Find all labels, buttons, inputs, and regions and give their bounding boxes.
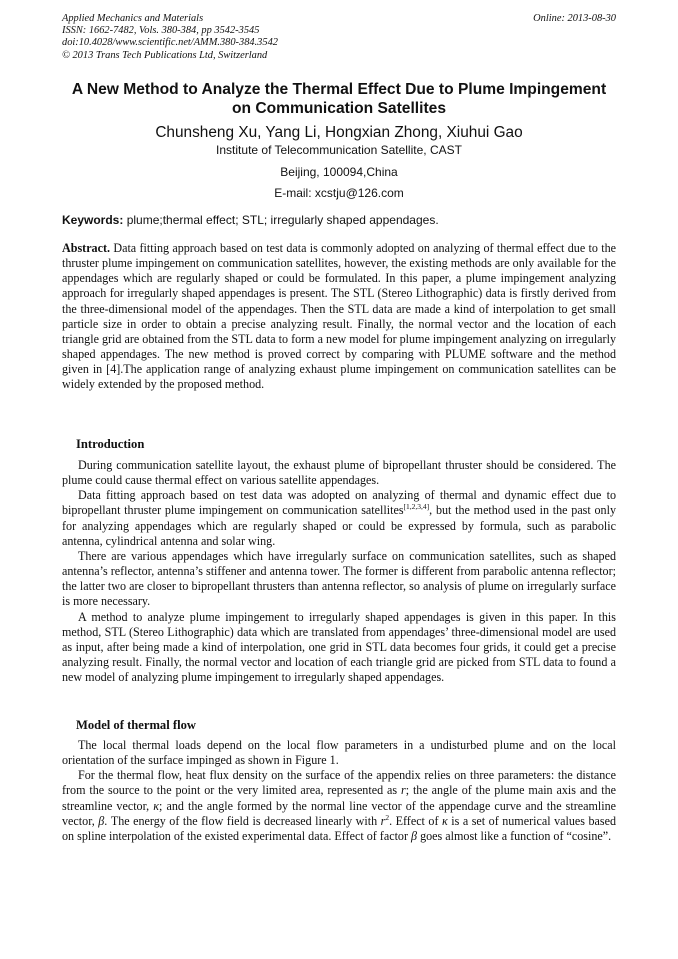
- authors: Chunsheng Xu, Yang Li, Hongxian Zhong, Xiuhui Gao: [155, 124, 523, 141]
- intro-paragraph-2: Data fitting approach based on test data was adopted on analyzing of thermal and dynamic effect due to bipropellant thruster plume impingement on communication satellites[1,2,3,4], but the method used in the past only for analyzing appendages which are regularly shaped or could be expressed by formula, such as parabolic antenna, cylindrical antenna and solar wing.: [62, 488, 616, 548]
- online-date: Online: 2013-08-30: [533, 13, 616, 24]
- keywords-text: plume;thermal effect; STL; irregularly shaped appendages.: [123, 213, 439, 227]
- symbol-kappa-2: κ: [441, 813, 448, 828]
- symbol-r-squared: r: [380, 813, 386, 828]
- affiliation-city: Beijing, 100094,China: [280, 165, 398, 179]
- intro-paragraph-4: A method to analyze plume impingement to irregularly shaped appendages is given in this paper. In this method, STL (Stereo Lithographic) data which are translated from appendages’ three-dimensional model are used as input, after being made a kind of interpolation, one grid in STL data becomes four grids, it could get a precise analyzing result. Finally, the normal vector and location of each triangle grid are picked from STL data to found a new model of analyzing plume impingement to irregularly shaped appendages.: [62, 609, 616, 685]
- copyright: © 2013 Trans Tech Publications Ltd, Switzerland: [62, 49, 268, 61]
- model-paragraph-1: The local thermal loads depend on the local flow parameters in a undisturbed plume and on the local orientation of the surface impinged as shown in Figure 1.: [62, 738, 616, 768]
- abstract: [62, 241, 616, 393]
- symbol-kappa: κ: [153, 798, 160, 813]
- affiliation-institute: Institute of Telecommunication Satellite, CAST: [216, 143, 462, 157]
- author-email: E-mail: xcstju@126.com: [274, 186, 404, 200]
- title-line-2: on Communication Satellites: [231, 99, 446, 117]
- keywords: [62, 213, 616, 227]
- symbol-beta: β: [98, 813, 105, 828]
- issn: ISSN: 1662-7482, Vols. 380-384, pp 3542-3545: [62, 25, 260, 37]
- intro-paragraph-3: There are various appendages which have irregularly surface on communication satellites, such as shaped antenna’s reflector, antenna’s stiffener and antenna tower. The former is different from parabolic antenna reflector; the latter two are closer to bipropellant thrusters than antenna reflector, so analysis of plume on irregularly surface is more necessary.: [62, 548, 616, 609]
- section-heading-introduction: Introduction: [76, 437, 145, 451]
- section-heading-model: Model of thermal flow: [76, 718, 196, 732]
- model-body: [62, 738, 616, 844]
- intro-paragraph-1: During communication satellite layout, the exhaust plume of bipropellant thruster should be considered. The plume could cause thermal effect on various satellite appendages.: [62, 458, 616, 488]
- keywords-label: Keywords:: [62, 213, 124, 227]
- symbol-r: r: [400, 783, 406, 798]
- doi: doi:10.4028/www.scientific.net/AMM.380-384.3542: [62, 37, 278, 49]
- abstract-text: Data fitting approach based on test data is commonly adopted on analyzing of thermal effect due to the thruster plume impingement on communication satellites, however, the existing methods are only available for the appendages which are regularly shaped or could be formulated. In this paper, a plume impingement analyzing approach for irregularly shaped appendages is present. The STL (Stereo Lithographic) data is firstly derived from the three-dimensional model of the appendages. Then the STL data are made a kind of interpolation to get small particle size in order to obtain a precise analyzing result. Finally, the normal vector and the location of each triangle grid are obtained from the STL data to form a new model for plume impingement analyzing on irregularly shaped appendages. The new method is proved correct by comparing with PLUME software and the method given in [4].The application range of analyzing exhaust plume impingement on communication satellites can be widely extended by the proposed method.: [62, 241, 616, 392]
- symbol-beta-2: β: [411, 828, 418, 843]
- introduction-body: [62, 458, 616, 685]
- citation-ref: [1,2,3,4]: [403, 502, 430, 512]
- exponent-2: 2: [385, 812, 390, 822]
- model-paragraph-2: For the thermal flow, heat flux density on the surface of the appendix relies on three parameters: the distance from the source to the point or the very limited area, represented as r; the angle of the plume main axis and the streamline vector, κ; and the angle formed by the normal line vector of the appendage curve and the streamline vector, β. The energy of the flow field is decreased linearly with $r^2$. Effect of κ is a set of numerical values based on spline interpolation of the existed experimental data. Effect of factor β goes almost like a function of “cosine”.: [62, 768, 616, 843]
- abstract-label: Abstract.: [62, 241, 111, 255]
- paper-title: [52, 81, 626, 118]
- journal-name: Applied Mechanics and Materials: [62, 13, 204, 24]
- journal-header: [62, 13, 616, 62]
- title-line-1: A New Method to Analyze the Thermal Effect Due to Plume Impingement: [71, 81, 607, 98]
